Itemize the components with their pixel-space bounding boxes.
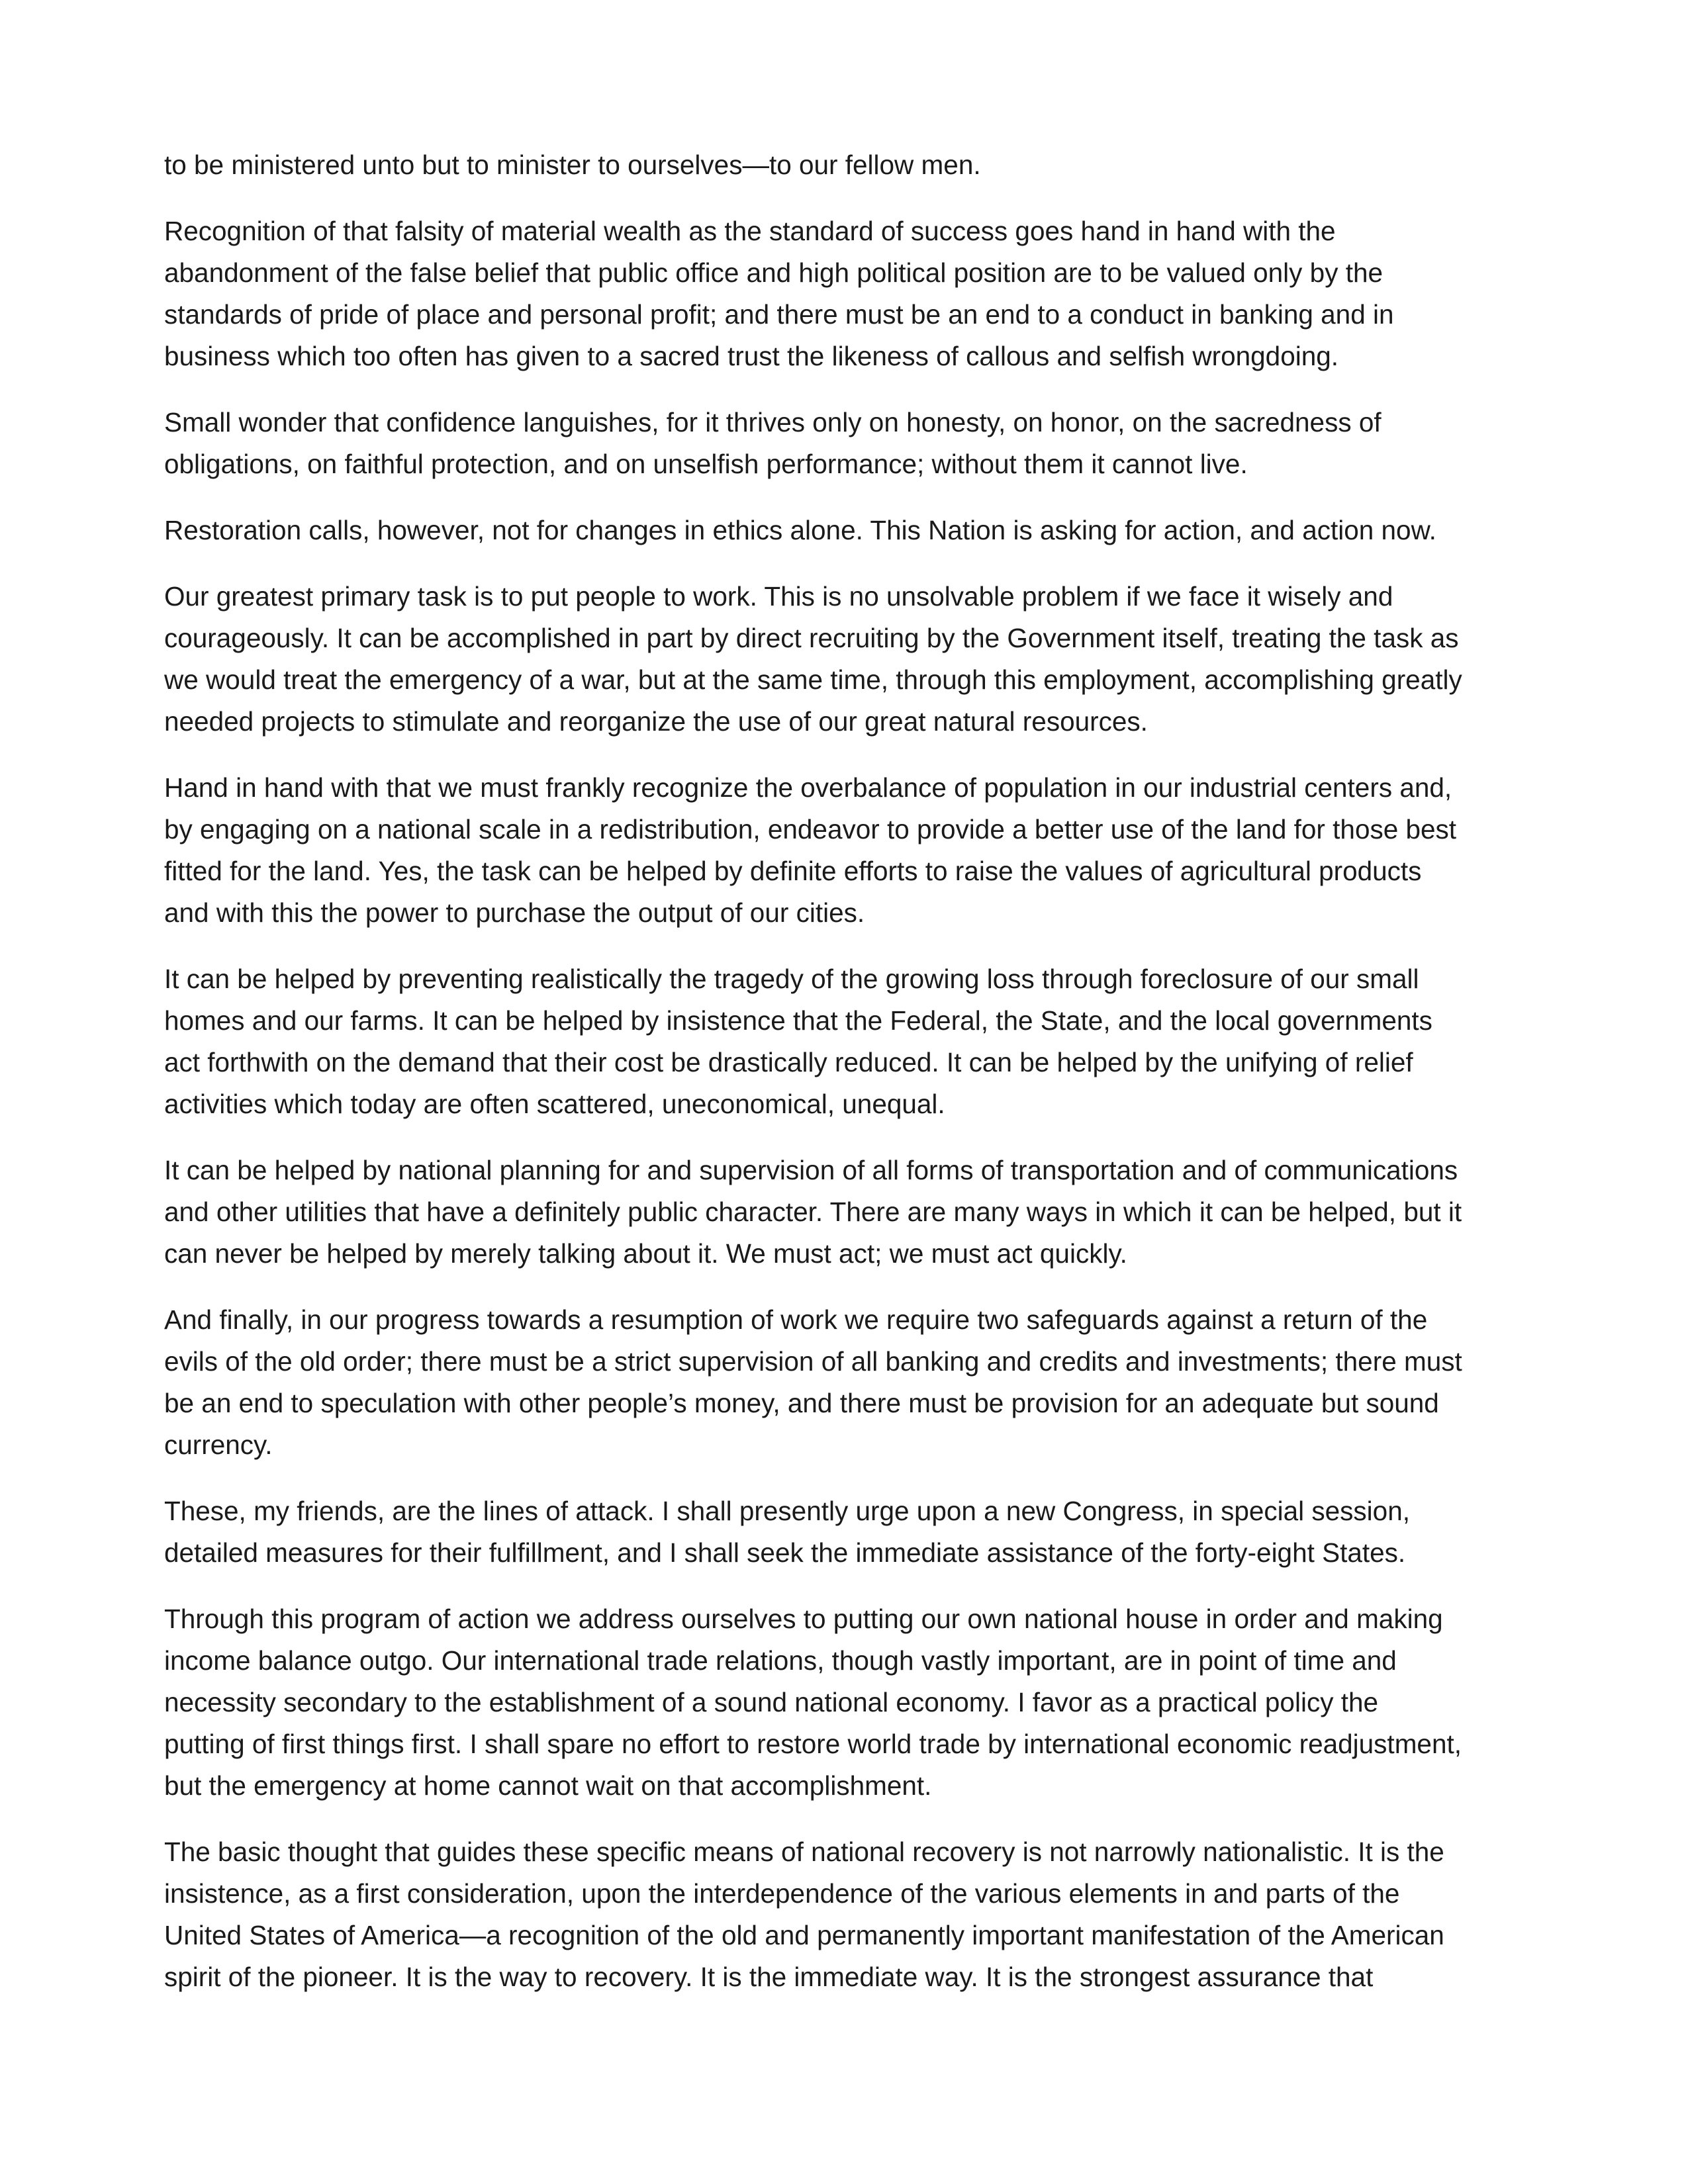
text-line: It can be helped by national planning for and supervision of all forms of transportation and of communications: [164, 1155, 1458, 1185]
text-line: by engaging on a national scale in a redistribution, endeavor to provide a better use of the land for those best: [164, 814, 1457, 844]
text-line: can never be helped by merely talking about it. We must act; we must act quickly.: [164, 1238, 1127, 1269]
text-line: courageously. It can be accomplished in part by direct recruiting by the Government itself, treating the task as: [164, 623, 1459, 653]
text-line: Our greatest primary task is to put people to work. This is no unsolvable problem if we face it wisely and: [164, 581, 1393, 612]
text-line: Recognition of that falsity of material wealth as the standard of success goes hand in hand with the: [164, 216, 1336, 246]
text-line: act forthwith on the demand that their cost be drastically reduced. It can be helped by the unifying of relief: [164, 1047, 1413, 1077]
text-line: we would treat the emergency of a war, but at the same time, through this employment, accomplishing greatly: [164, 664, 1462, 695]
text-line: The basic thought that guides these specific means of national recovery is not narrowly nationalistic. It is the: [164, 1837, 1444, 1867]
text-line: fitted for the land. Yes, the task can be helped by definite efforts to raise the values of agricultural products: [164, 856, 1422, 886]
text-line: currency.: [164, 1430, 273, 1460]
paragraph: [164, 210, 1528, 377]
text-line: homes and our farms. It can be helped by insistence that the Federal, the State, and the local governments: [164, 1005, 1432, 1036]
text-line: necessity secondary to the establishment of a sound national economy. I favor as a practical policy the: [164, 1687, 1379, 1717]
text-line: Restoration calls, however, not for changes in ethics alone. This Nation is asking for action, and action now.: [164, 515, 1436, 545]
text-line: but the emergency at home cannot wait on that accomplishment.: [164, 1770, 932, 1801]
paragraph: [164, 144, 1528, 186]
text-line: Small wonder that confidence languishes, for it thrives only on honesty, on honor, on the sacredness of: [164, 407, 1382, 437]
text-line: needed projects to stimulate and reorganize the use of our great natural resources.: [164, 706, 1148, 737]
text-line: income balance outgo. Our international trade relations, though vastly important, are in point of time and: [164, 1645, 1397, 1676]
paragraph: [164, 1150, 1528, 1275]
text-line: obligations, on faithful protection, and on unselfish performance; without them it cannot live.: [164, 449, 1248, 479]
text-line: to be ministered unto but to minister to ourselves—to our fellow men.: [164, 150, 981, 180]
text-line: United States of America—a recognition of the old and permanently important manifestation of the American: [164, 1920, 1444, 1950]
text-line: And finally, in our progress towards a resumption of work we require two safeguards against a return of the: [164, 1304, 1428, 1335]
paragraph: [164, 402, 1528, 485]
paragraph: [164, 958, 1528, 1125]
paragraph: [164, 1299, 1528, 1466]
paragraph: [164, 1831, 1528, 1998]
text-line: spirit of the pioneer. It is the way to recovery. It is the immediate way. It is the strongest assurance that: [164, 1962, 1374, 1992]
text-line: and other utilities that have a definitely public character. There are many ways in which it can be helped, but it: [164, 1197, 1462, 1227]
text-line: Hand in hand with that we must frankly recognize the overbalance of population in our industrial centers and,: [164, 772, 1452, 803]
text-line: These, my friends, are the lines of attack. I shall presently urge upon a new Congress, in special session,: [164, 1496, 1410, 1526]
paragraph: [164, 1598, 1528, 1807]
paragraph: [164, 1490, 1528, 1574]
text-line: be an end to speculation with other people’s money, and there must be provision for an adequate but sound: [164, 1388, 1439, 1418]
text-line: and with this the power to purchase the output of our cities.: [164, 897, 865, 928]
text-line: business which too often has given to a sacred trust the likeness of callous and selfish wrongdoing.: [164, 341, 1339, 371]
text-line: abandonment of the false belief that public office and high political position are to be valued only by the: [164, 257, 1383, 288]
text-line: evils of the old order; there must be a strict supervision of all banking and credits and investments; there must: [164, 1346, 1462, 1377]
text-line: Through this program of action we address ourselves to putting our own national house in order and making: [164, 1604, 1443, 1634]
text-line: It can be helped by preventing realistically the tragedy of the growing loss through foreclosure of our small: [164, 964, 1419, 994]
body-text: [164, 144, 1528, 2023]
text-line: insistence, as a first consideration, upon the interdependence of the various elements in and parts of the: [164, 1878, 1400, 1909]
paragraph: [164, 767, 1528, 934]
text-line: standards of pride of place and personal profit; and there must be an end to a conduct in banking and in: [164, 299, 1394, 330]
text-line: activities which today are often scattered, uneconomical, unequal.: [164, 1089, 945, 1119]
paragraph: [164, 510, 1528, 551]
text-line: detailed measures for their fulfillment, and I shall seek the immediate assistance of the forty-eight States.: [164, 1537, 1406, 1568]
text-line: putting of first things first. I shall spare no effort to restore world trade by international economic readjustment,: [164, 1729, 1462, 1759]
paragraph: [164, 576, 1528, 743]
